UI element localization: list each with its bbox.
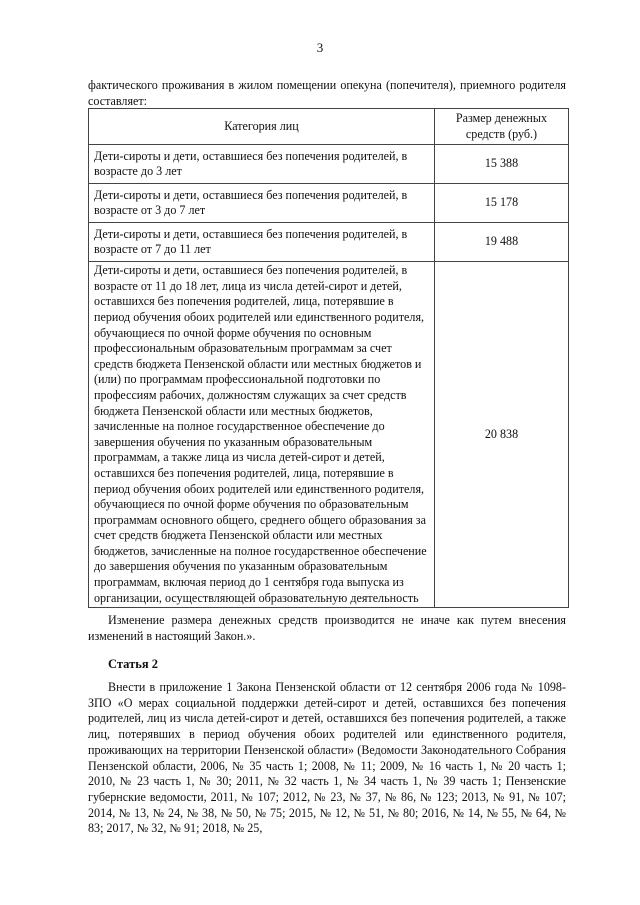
amount-cell: 15 178 (435, 184, 569, 223)
article-heading: Статья 2 (108, 657, 158, 671)
table-row (89, 262, 569, 608)
amount-cell: 19 488 (435, 223, 569, 262)
benefits-table (88, 108, 569, 608)
intro-paragraph: фактического проживания в жилом помещении опекуна (попечителя), приемного родителя составляет: (88, 78, 566, 108)
category-cell: Дети-сироты и дети, оставшиеся без попечения родителей, в возрасте до 3 лет (89, 145, 435, 184)
category-cell: Дети-сироты и дети, оставшиеся без попечения родителей, в возрасте от 7 до 11 лет (89, 223, 435, 262)
closing-paragraph: Изменение размера денежных средств производится не иначе как путем внесения изменений в настоящий Закон.». (88, 613, 566, 643)
table-row (89, 223, 569, 262)
article-body-paragraph: Внести в приложение 1 Закона Пензенской области от 12 сентября 2006 года № 1098-ЗПО «О мерах социальной поддержки детей-сирот и детей, оставшихся без попечения родителей, лиц из числа детей-сирот и детей, оставшихся без попечения родителей, а также лиц, потерявших в период обучения обоих родителей или единственного родителя, проживающих на территории Пензенской области» (Ведомости Законодательного Собрания Пензенской области, 2006, № 35 часть 1; 2008, № 11; 2009, № 16 часть 1, № 20 часть 1; 2010, № 23 часть 1, № 30; 2011, № 32 часть 1, № 34 часть 1, № 39 часть 1; Пензенские губернские ведомости, 2011, № 107; 2012, № 23, № 37, № 86, № 123; 2013, № 91, № 107; 2014, № 13, № 24, № 38, № 50, № 75; 2015, № 12, № 51, № 80; 2016, № 14, № 55, № 64, № 83; 2017, № 32, № 91; 2018, № 25, (88, 680, 566, 836)
header-amount: Размер денежных средств (руб.) (435, 109, 569, 145)
table-row (89, 145, 569, 184)
amount-cell: 20 838 (435, 262, 569, 608)
category-cell: Дети-сироты и дети, оставшиеся без попечения родителей, в возрасте от 3 до 7 лет (89, 184, 435, 223)
header-category: Категория лиц (89, 109, 435, 145)
table-header-row (89, 109, 569, 145)
amount-cell: 15 388 (435, 145, 569, 184)
table-row (89, 184, 569, 223)
category-cell: Дети-сироты и дети, оставшиеся без попечения родителей, в возрасте от 11 до 18 лет, лица из числа детей-сирот и детей, оставшихся без попечения родителей, лица, потерявшие в период обучения обоих родителей или единственного родителя, обучающиеся по очной форме обучения по основным профессиональным образовательным программам за счет средств бюджета Пензенской области или местных бюджетов и (или) по программам профессиональной подготовки по профессиям рабочих, должностям служащих за счет средств бюджета Пензенской области или местных бюджетов, зачисленные на полное государственное обеспечение до завершения обучения по указанным образовательным программам, а также лица из числа детей-сирот и детей, оставшихся без попечения родителей, лица, потерявшие в период обучения обоих родителей или единственного родителя, обучающиеся по очной форме обучения по образовательным программам основного общего, среднего общего образования за счет средств бюджета Пензенской области или местных бюджетов, зачисленные на полное государственное обеспечение до завершения обучения по указанным образовательным программам, включая период до 1 сентября года выпуска из организации, осуществляющей образовательную деятельность (89, 262, 435, 608)
page-number: 3 (316, 40, 324, 55)
